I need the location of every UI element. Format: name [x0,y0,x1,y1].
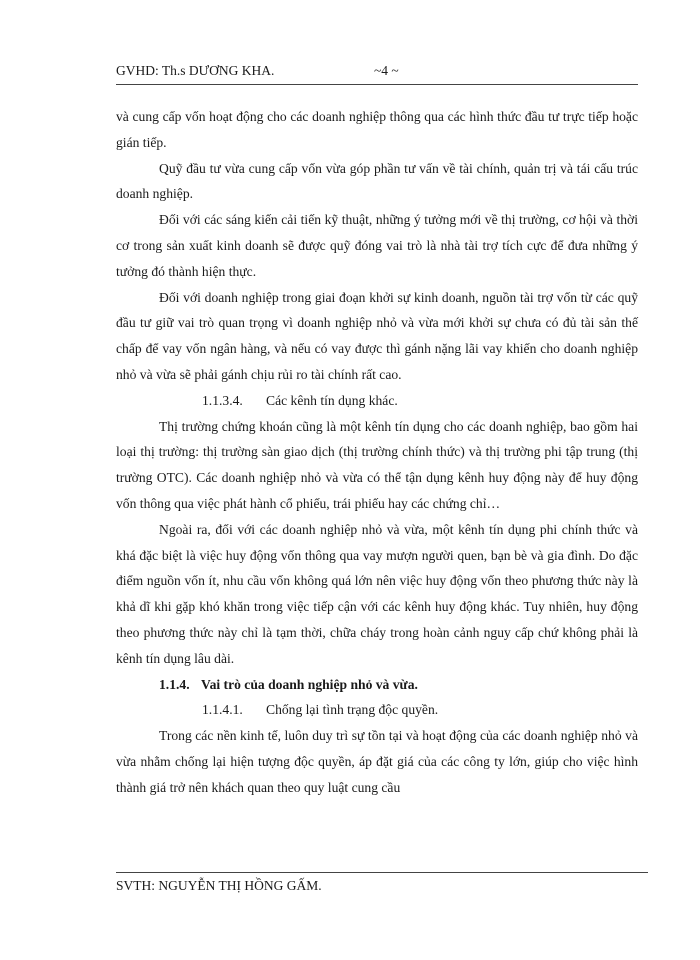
student-label: SVTH: NGUYỄN THỊ HỒNG GẤM. [116,878,322,893]
instructor-label: GVHD: Th.s DƯƠNG KHA. [116,63,275,78]
page-number: ~4 ~ [374,63,399,78]
section-title: Chống lại tình trạng độc quyền. [266,702,439,718]
paragraph: Ngoài ra, đối với các doanh nghiệp nhỏ và vừa, một kênh tín dụng phi chính thức và khá đặc biệt là việc huy động vốn thông qua vay mượn người quen, bạn bè và gia đình. Do đặc điểm nguồn vốn ít, nhu cầu vốn không quá lớn nên việc huy động vốn theo phương thức này là khả dĩ khi gặp khó khăn trong việc tiếp cận với các kênh huy động khác. Tuy nhiên, huy động theo phương thức này chỉ là tạm thời, chữa cháy trong hoàn cảnh nguy cấp chứ không phải là kênh tín dụng lâu dài. [116,521,638,666]
header-divider [116,84,638,85]
paragraph: Thị trường chứng khoán cũng là một kênh tín dụng cho các doanh nghiệp, bao gồm hai loại thị trường: thị trường sàn giao dịch (thị trường chính thức) và thị trường phi tập trung (thị trường OTC). Các doanh nghiệp nhỏ và vừa có thể tận dụng kênh huy động này để huy động vốn thông qua việc phát hành cổ phiếu, trái phiếu hay các chứng chỉ… [116,418,638,511]
paragraph: và cung cấp vốn hoạt động cho các doanh nghiệp thông qua các hình thức đầu tư trực tiếp hoặc gián tiếp. [116,109,638,150]
section-title: Các kênh tín dụng khác. [266,392,398,408]
paragraph: Đối với các sáng kiến cải tiến kỹ thuật, những ý tưởng mới về thị trường, cơ hội và thời cơ trong sản xuất kinh doanh sẽ được quỹ đóng vai trò là nhà tài trợ tích cực để đưa những ý tưởng đó thành hiện thực. [116,212,638,279]
section-number: 1.1.4. [159,676,190,692]
subsection-heading-1-1-3-4 [116,388,638,414]
section-heading-1-1-4 [116,672,638,698]
paragraph: Quỹ đầu tư vừa cung cấp vốn vừa góp phần tư vấn về tài chính, quản trị và tái cấu trúc doanh nghiệp. [116,160,638,202]
paragraph: Đối với doanh nghiệp trong giai đoạn khởi sự kinh doanh, nguồn tài trợ vốn từ các quỹ đầu tư giữ vai trò quan trọng vì doanh nghiệp nhỏ và vừa mới khởi sự chưa có đủ tài sản thế chấp để vay vốn ngân hàng, và nếu có vay được thì gánh nặng lãi vay khiến cho doanh nghiệp nhỏ và vừa sẽ phải gánh chịu rủi ro tài chính rất cao. [116,289,638,382]
subsection-heading-1-1-4-1 [116,697,638,723]
section-title: Vai trò của doanh nghiệp nhỏ và vừa. [201,676,418,692]
document-body [116,104,638,801]
section-number: 1.1.3.4. [202,392,243,408]
footer-divider [116,872,648,873]
section-number: 1.1.4.1. [202,702,243,718]
paragraph: Trong các nền kinh tế, luôn duy trì sự tồn tại và hoạt động của các doanh nghiệp nhỏ và vừa nhằm chống lại hiện tượng độc quyền, áp đặt giá của các công ty lớn, giúp cho việc hình thành giá trở nên khách quan theo quy luật cung cầu [116,728,638,795]
